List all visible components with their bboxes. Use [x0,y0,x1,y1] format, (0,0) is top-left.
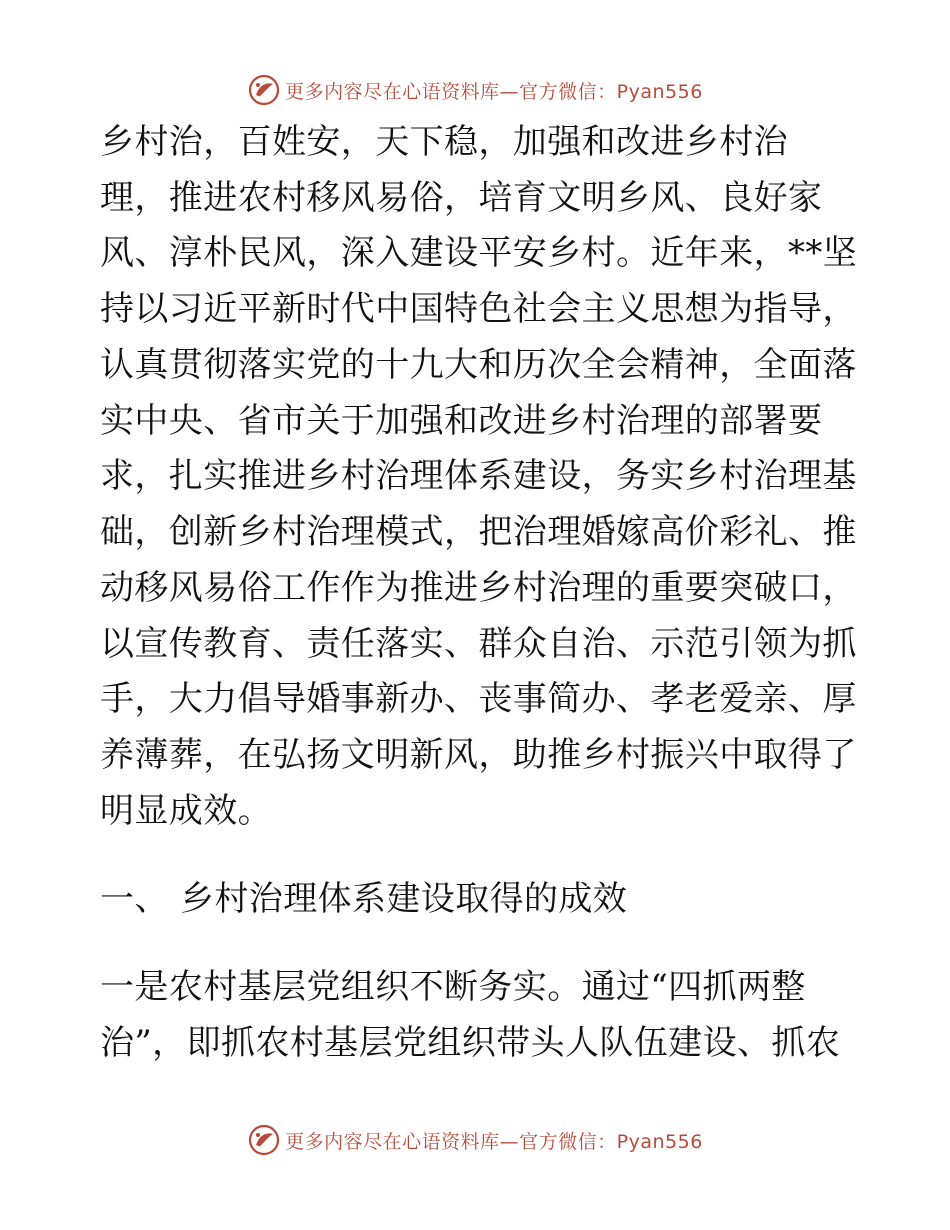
brand-logo-icon [247,1123,281,1157]
brand-logo-icon [247,73,281,107]
text-line: 治”，即抓农村基层党组织带头人队伍建设、抓农 [100,1023,841,1063]
header-banner [0,70,950,110]
text-line: 认真贯彻落实党的十九大和历次全会精神，全面落 [100,345,857,385]
text-line: 动移风易俗工作作为推进乡村治理的重要突破口， [100,568,857,608]
text-line: 乡村治，百姓安，天下稳，加强和改进乡村治 [100,122,788,162]
footer-banner-text: 更多内容尽在心语资料库—官方微信：Pyan556 [285,1130,703,1153]
text-line: 持以习近平新时代中国特色社会主义思想为指导， [100,289,857,329]
text-line: 求，扎实推进乡村治理体系建设，务实乡村治理基 [100,456,857,496]
text-line: 实中央、省市关于加强和改进乡村治理的部署要 [100,401,823,441]
header-banner-text: 更多内容尽在心语资料库—官方微信：Pyan556 [285,80,703,103]
text-line: 风、淳朴民风，深入建设平安乡村。近年来，**坚 [100,233,858,273]
footer-banner [0,1120,950,1160]
text-line: 一是农村基层党组织不断务实。通过“四抓两整 [100,967,806,1007]
text-line: 明显成效。 [100,791,272,831]
text-line: 手，大力倡导婚事新办、丧事简办、孝老爱亲、厚 [100,679,857,719]
text-line: 础，创新乡村治理模式，把治理婚嫁高价彩礼、推 [100,512,857,552]
text-line: 以宣传教育、责任落实、群众自治、示范引领为抓 [100,624,857,664]
section-heading: 一、 乡村治理体系建设取得的成效 [100,879,628,919]
text-line: 理，推进农村移风易俗，培育文明乡风、良好家 [100,178,823,218]
text-line: 养薄葬，在弘扬文明新风，助推乡村振兴中取得了 [100,735,857,775]
